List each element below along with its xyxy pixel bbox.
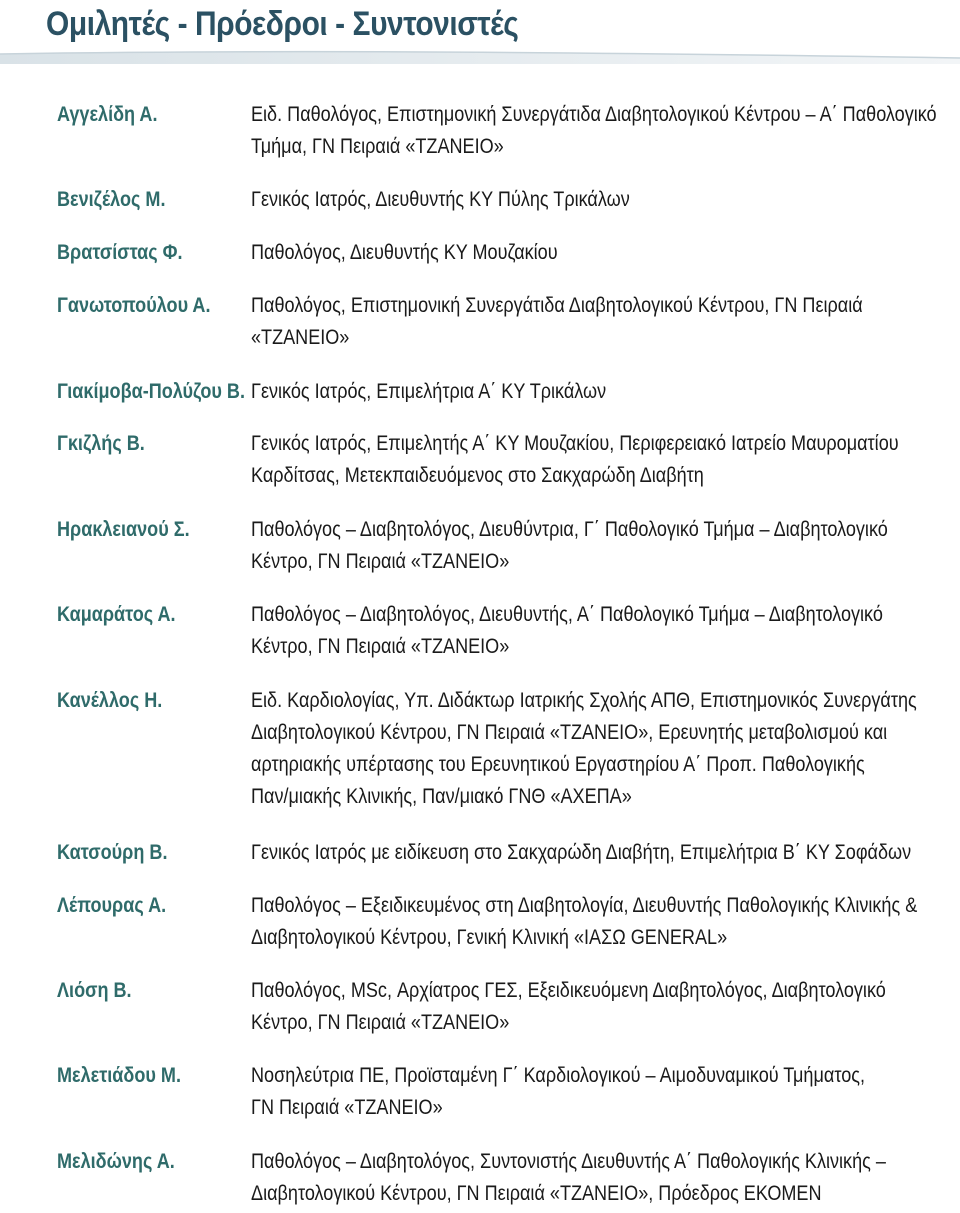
speaker-description xyxy=(251,890,917,954)
speaker-description xyxy=(251,290,863,354)
speaker-description xyxy=(251,1146,886,1210)
speaker-description xyxy=(251,1060,865,1124)
description-line: Ειδ. Παθολόγος, Επιστημονική Συνεργάτιδα Διαβητολογικού Κέντρου – Α΄ Παθολογικό xyxy=(251,103,937,126)
description-line: Διαβητολογικού Κέντρου, Γενική Κλινική «ΙΑΣΩ GENERAL» xyxy=(251,926,728,949)
speaker-description xyxy=(251,514,888,578)
header-band xyxy=(0,48,960,64)
description-line: Παθολόγος, Επιστημονική Συνεργάτιδα Διαβητολογικού Κέντρου, ΓΝ Πειραιά xyxy=(251,294,863,317)
description-line: Γενικός Ιατρός, Επιμελήτρια Α΄ ΚΥ Τρικάλων xyxy=(251,380,607,403)
description-line: Κέντρο, ΓΝ Πειραιά «ΤΖΑΝΕΙΟ» xyxy=(251,635,510,658)
description-line: Γενικός Ιατρός με ειδίκευση στο Σακχαρώδη Διαβήτη, Επιμελήτρια Β΄ ΚΥ Σοφάδων xyxy=(251,841,912,864)
speaker-description xyxy=(251,599,883,663)
description-line: Παθολόγος – Διαβητολόγος, Συντονιστής Διευθυντής Α΄ Παθολογικής Κλινικής – xyxy=(251,1150,886,1173)
description-line: Παθολόγος, MSc, Αρχίατρος ΓΕΣ, Εξειδικευόμενη Διαβητολόγος, Διαβητολογικό xyxy=(251,979,886,1002)
speaker-name: Βενιζέλος Μ. xyxy=(57,188,166,211)
speaker-name: Μελετιάδου Μ. xyxy=(57,1064,181,1087)
speaker-description xyxy=(251,685,917,813)
description-line: ΓΝ Πειραιά «ΤΖΑΝΕΙΟ» xyxy=(251,1096,443,1119)
description-line: Παν/μιακής Κλινικής, Παν/μιακό ΓΝΘ «ΑΧΕΠΑ» xyxy=(251,785,632,808)
speaker-name: Καμαράτος Α. xyxy=(57,603,176,626)
speaker-name: Μελιδώνης Α. xyxy=(57,1150,175,1173)
speaker-description xyxy=(251,837,911,869)
description-line: Διαβητολογικού Κέντρου, ΓΝ Πειραιά «ΤΖΑΝΕΙΟ», Ερευνητής μεταβολισμού και xyxy=(251,721,888,744)
speaker-name: Λέπουρας Α. xyxy=(57,894,167,917)
description-line: Παθολόγος, Διευθυντής ΚΥ Μουζακίου xyxy=(251,241,558,264)
speaker-name: Αγγελίδη Α. xyxy=(57,103,158,126)
description-line: Γενικός Ιατρός, Επιμελητής Α΄ ΚΥ Μουζακίου, Περιφερειακό Ιατρείο Μαυροματίου xyxy=(251,432,899,455)
speaker-description xyxy=(251,99,937,163)
description-line: Παθολόγος – Εξειδικευμένος στη Διαβητολογία, Διευθυντής Παθολογικής Κλινικής & xyxy=(251,894,918,917)
description-line: Τμήμα, ΓΝ Πειραιά «ΤΖΑΝΕΙΟ» xyxy=(251,135,504,158)
page-title: Ομιλητές - Πρόεδροι - Συντονιστές xyxy=(46,5,519,43)
speaker-name: Βρατσίστας Φ. xyxy=(57,241,183,264)
description-line: «ΤΖΑΝΕΙΟ» xyxy=(251,326,350,349)
page-header xyxy=(0,0,960,64)
speaker-name: Κανέλλος Η. xyxy=(57,689,163,712)
speaker-name: Ηρακλειανού Σ. xyxy=(57,518,190,541)
description-line: Διαβητολογικού Κέντρου, ΓΝ Πειραιά «ΤΖΑΝΕΙΟ», Πρόεδρος ΕΚΟΜΕΝ xyxy=(251,1182,822,1205)
description-line: Ειδ. Καρδιολογίας, Υπ. Διδάκτωρ Ιατρικής Σχολής ΑΠΘ, Επιστημονικός Συνεργάτης xyxy=(251,689,917,712)
description-line: Παθολόγος – Διαβητολόγος, Διευθύντρια, Γ΄ Παθολογικό Τμήμα – Διαβητολογικό xyxy=(251,518,888,541)
description-line: Γενικός Ιατρός, Διευθυντής ΚΥ Πύλης Τρικάλων xyxy=(251,188,630,211)
speaker-description xyxy=(251,428,899,492)
speaker-description xyxy=(251,184,630,216)
speaker-name: Γανωτοπούλου Α. xyxy=(57,294,211,317)
speaker-name: Γκιζλής Β. xyxy=(57,432,145,455)
description-line: Νοσηλεύτρια ΠΕ, Προϊσταμένη Γ΄ Καρδιολογικού – Αιμοδυναμικού Τμήματος, xyxy=(251,1064,865,1087)
speaker-description xyxy=(251,975,886,1039)
speaker-name: Λιόση Β. xyxy=(57,979,132,1002)
description-line: Παθολόγος – Διαβητολόγος, Διευθυντής, Α΄ Παθολογικό Τμήμα – Διαβητολογικό xyxy=(251,603,883,626)
speaker-description xyxy=(251,376,606,408)
speaker-description xyxy=(251,237,558,269)
description-line: Κέντρο, ΓΝ Πειραιά «ΤΖΑΝΕΙΟ» xyxy=(251,550,510,573)
description-line: Κέντρο, ΓΝ Πειραιά «ΤΖΑΝΕΙΟ» xyxy=(251,1011,510,1034)
description-line: αρτηριακής υπέρτασης του Ερευνητικού Εργαστηρίου Α΄ Προπ. Παθολογικής xyxy=(251,753,865,776)
speaker-name: Κατσούρη Β. xyxy=(57,841,168,864)
description-line: Καρδίτσας, Μετεκπαιδευόμενος στο Σακχαρώδη Διαβήτη xyxy=(251,464,704,487)
speaker-name: Γιακίμοβα-Πολύζου Β. xyxy=(57,380,245,403)
